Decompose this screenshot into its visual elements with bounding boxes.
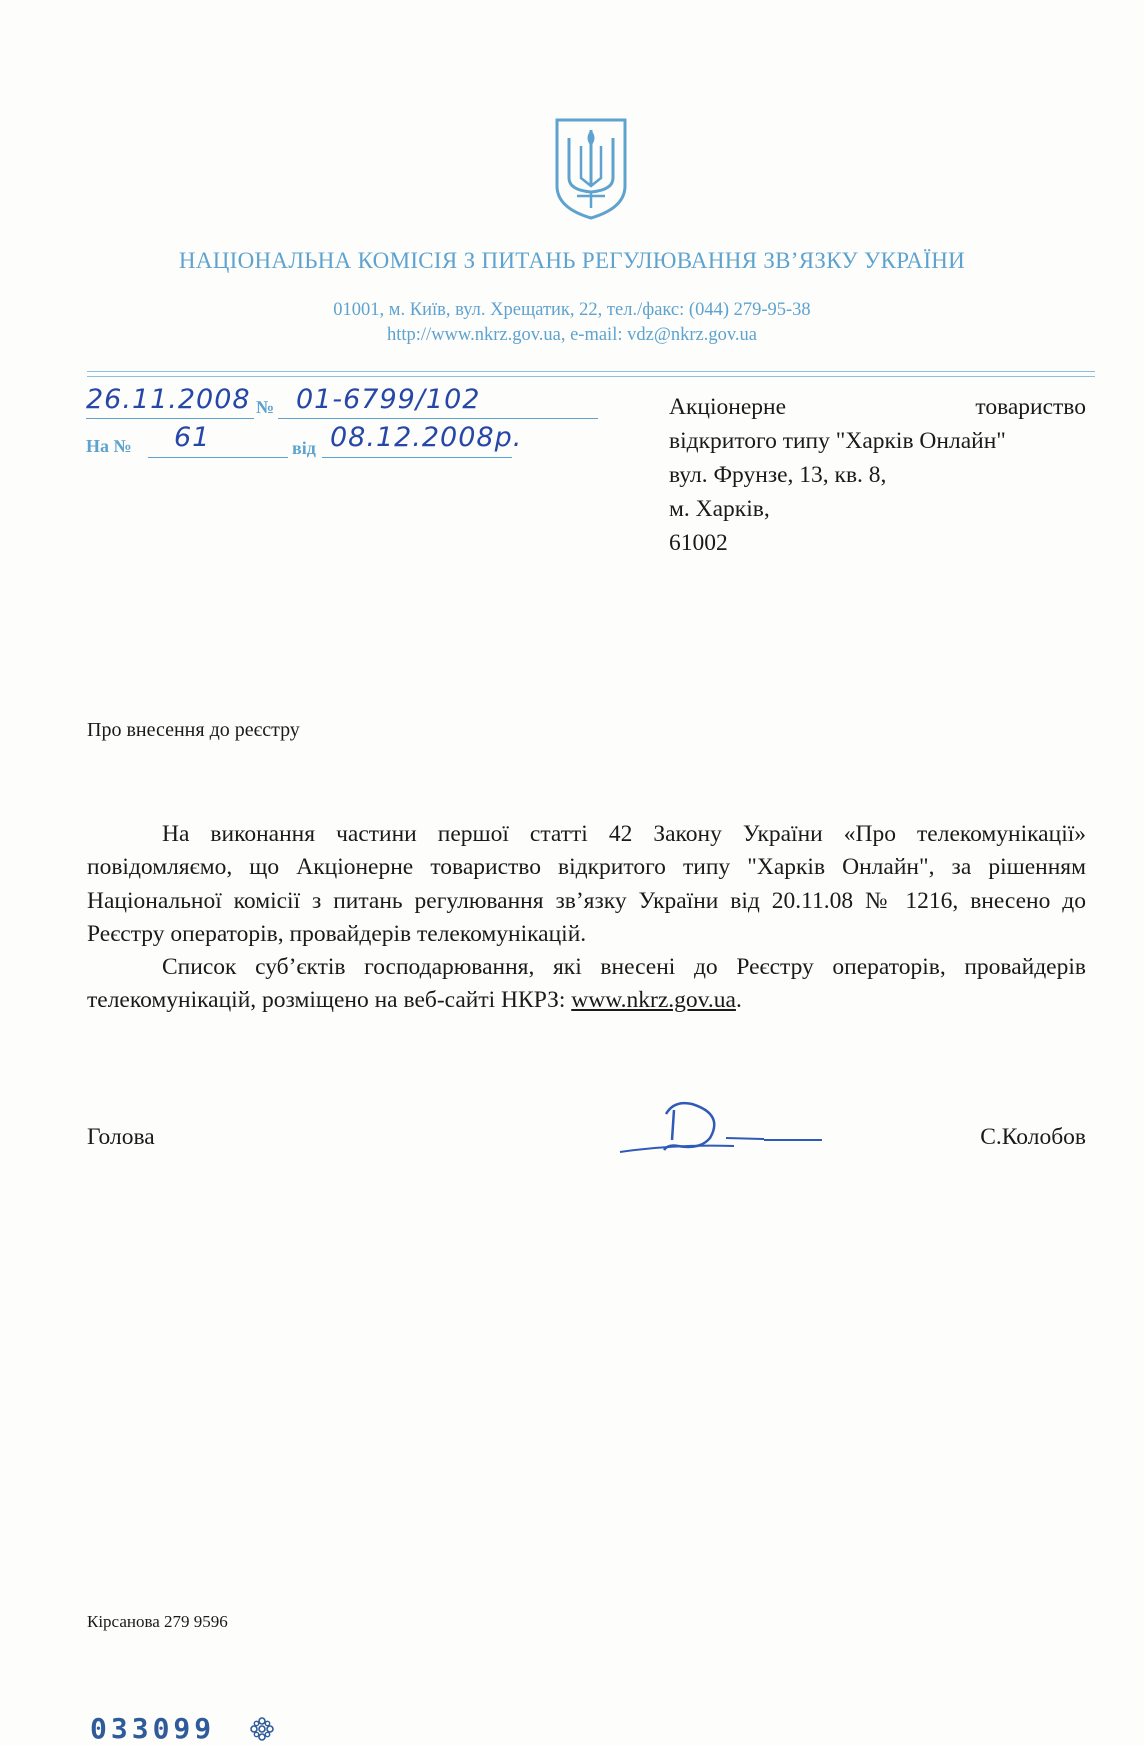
signatory-name: С.Колобов [980, 1124, 1086, 1150]
organization-web-email: http://www.nkrz.gov.ua, e-mail: vdz@nkrz.gov.ua [387, 325, 757, 345]
addressee-line-1 [669, 390, 1086, 424]
reply-number-line [148, 457, 288, 458]
reply-label: На № [86, 436, 132, 456]
serial-number: 033099 [90, 1712, 216, 1745]
number-label: № [256, 397, 275, 417]
reply-date: 08.12.2008р. [330, 422, 523, 453]
letter-subject: Про внесення до реєстру [87, 719, 300, 741]
addressee-word-1: Акціонерне [669, 394, 787, 420]
organization-contacts [0, 298, 1144, 348]
reply-date-line [322, 457, 512, 458]
signatory-position: Голова [87, 1124, 155, 1150]
body-paragraph-2 [87, 951, 1086, 1018]
addressee-line-2: відкритого типу "Харків Онлайн" [669, 428, 1006, 454]
addressee-word-2: товариство [975, 394, 1086, 420]
from-label: від [292, 438, 316, 458]
executor-contact: Кірсанова 279 9596 [87, 1612, 228, 1631]
body-paragraph-1: На виконання частини першої статті 42 Закону України «Про телекомунікації» повідомляємо, що Акціонерне товариство відкритого типу "Харків Онлайн", за рішенням Національної комісії з питань регулювання зв’язку України від 20.11.08 № 1216, внесено до Реєстру операторів, провайдерів телекомунікацій. [87, 821, 1086, 947]
body-paragraph-2-text: Список суб’єктів господарювання, які внесені до Реєстру операторів, провайдерів телекомунікацій, розміщено на веб-сайті НКРЗ: [87, 954, 1086, 1014]
outgoing-date: 26.11.2008 [86, 384, 251, 415]
addressee-city: м. Харків, [669, 496, 770, 522]
reply-number: 61 [174, 422, 211, 453]
outgoing-number: 01-6799/102 [296, 384, 481, 415]
trident-emblem-icon [553, 116, 629, 220]
date-line [86, 418, 254, 419]
registration-block [86, 384, 626, 462]
number-line [278, 418, 598, 419]
addressee-block [669, 390, 1086, 560]
nkrz-website-link[interactable]: www.nkrz.gov.ua [571, 987, 736, 1014]
body-paragraph-2-end: . [735, 987, 742, 1014]
addressee-postcode: 61002 [669, 530, 728, 556]
organization-name: НАЦІОНАЛЬНА КОМІСІЯ З ПИТАНЬ РЕГУЛЮВАННЯ ЗВ’ЯЗКУ УКРАЇНИ [178, 248, 966, 273]
header-divider-secondary [87, 376, 1095, 377]
flower-ornament-icon [249, 1716, 275, 1742]
handwritten-signature [614, 1092, 834, 1162]
organization-address: 01001, м. Київ, вул. Хрещатик, 22, тел./факс: (044) 279-95-38 [333, 300, 811, 320]
addressee-street: вул. Фрунзе, 13, кв. 8, [669, 462, 887, 488]
letter-body [87, 818, 1086, 1018]
header-divider [87, 371, 1095, 372]
